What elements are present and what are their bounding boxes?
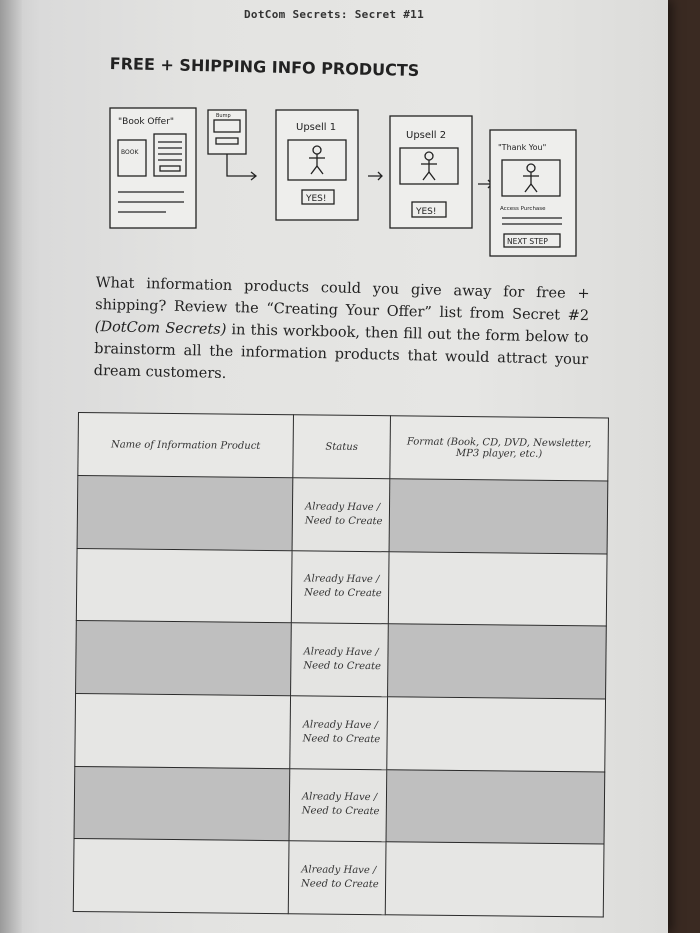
name-cell[interactable] xyxy=(77,476,293,551)
name-cell[interactable] xyxy=(76,621,292,696)
table-row xyxy=(73,839,604,917)
status-option-have: Already Have / xyxy=(304,573,380,586)
header-status: Status xyxy=(293,415,391,479)
funnel-diagram xyxy=(106,100,586,265)
status-option-have: Already Have / xyxy=(301,864,377,877)
status-option-create: Need to Create xyxy=(302,733,381,745)
name-cell[interactable] xyxy=(74,766,290,841)
book-offer-page xyxy=(110,108,196,228)
yes-button-2: YES! xyxy=(416,207,437,217)
status-option-have: Already Have / xyxy=(304,501,381,513)
book-offer-label: "Book Offer" xyxy=(118,117,175,127)
status-option-create: Need to Create xyxy=(304,515,383,528)
table-row xyxy=(76,548,607,626)
status-option-create: Need to Create xyxy=(301,878,379,891)
header-name: Name of Information Product xyxy=(78,413,294,478)
format-cell[interactable] xyxy=(385,842,604,917)
name-cell[interactable] xyxy=(76,548,292,623)
access-purchase-label: Access Purchase xyxy=(500,206,546,212)
table-row xyxy=(74,766,605,844)
status-option-create: Need to Create xyxy=(303,660,382,673)
page-title: FREE + SHIPPING INFO PRODUCTS xyxy=(109,54,420,81)
instructions-part1: What information products could you give away for free + shipping? Review the “Creating Your Offer” list from Secret #2 xyxy=(95,274,590,325)
upsell2-label: Upsell 2 xyxy=(406,130,447,141)
status-cell[interactable] xyxy=(292,478,390,552)
name-cell[interactable] xyxy=(75,693,291,768)
thank-you-label: "Thank You" xyxy=(498,143,547,152)
header-format: Format (Book, CD, DVD, Newsletter, MP3 player, etc.) xyxy=(390,416,609,481)
status-cell[interactable] xyxy=(291,623,389,697)
thank-you-page xyxy=(490,130,576,256)
info-products-table xyxy=(73,412,609,918)
format-cell[interactable] xyxy=(388,624,607,699)
table-row xyxy=(77,476,608,554)
upsell2-page xyxy=(390,116,472,228)
book-label: BOOK xyxy=(121,149,139,156)
status-option-have: Already Have / xyxy=(301,791,378,804)
status-option-create: Need to Create xyxy=(301,805,380,818)
format-cell[interactable] xyxy=(387,697,606,772)
table-row xyxy=(76,621,607,699)
status-option-create: Need to Create xyxy=(304,587,382,600)
bump-label: Bump xyxy=(216,113,231,119)
running-head: DotCom Secrets: Secret #11 xyxy=(244,8,424,21)
status-option-have: Already Have / xyxy=(302,719,378,731)
table-header-row xyxy=(78,413,609,482)
status-option-have: Already Have / xyxy=(303,646,379,659)
instructions-paragraph xyxy=(94,272,590,393)
name-cell[interactable] xyxy=(73,839,289,914)
page-gutter xyxy=(0,0,22,933)
upsell1-page xyxy=(276,110,358,220)
status-cell[interactable] xyxy=(288,841,386,915)
bump-box xyxy=(208,110,256,180)
brainstorm-form xyxy=(73,412,608,918)
instructions-part2: in this workbook, then fill out the form below to brainstorm all the information products that would attract your dream customers. xyxy=(93,321,589,382)
format-cell[interactable] xyxy=(388,551,607,626)
table-row xyxy=(75,693,606,771)
status-cell[interactable] xyxy=(289,768,387,842)
status-cell[interactable] xyxy=(291,550,389,624)
format-cell[interactable] xyxy=(386,769,605,844)
upsell1-label: Upsell 1 xyxy=(296,122,337,133)
yes-button-1: YES! xyxy=(306,194,327,204)
instructions-italic: (DotCom Secrets) xyxy=(94,318,227,338)
next-step-button: NEXT STEP xyxy=(507,237,548,246)
format-cell[interactable] xyxy=(389,479,608,554)
status-cell[interactable] xyxy=(290,696,388,770)
arrow-right-icon xyxy=(368,172,382,180)
